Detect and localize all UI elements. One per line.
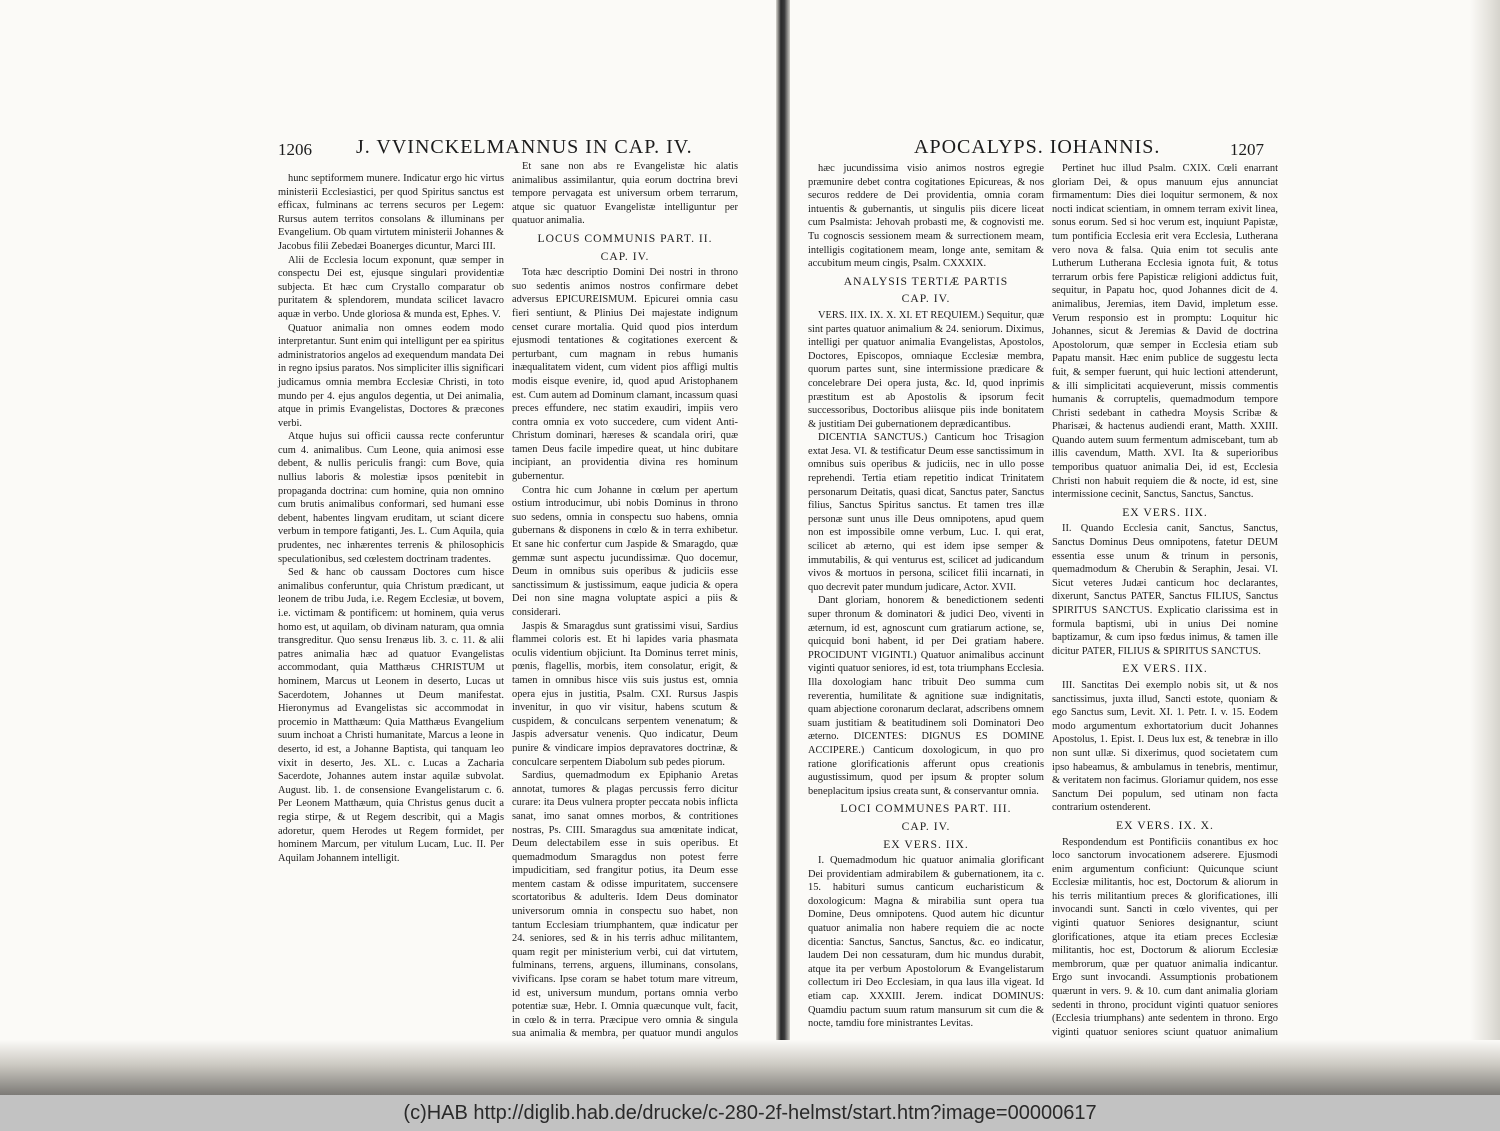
- paragraph: Tota hæc descriptio Domini Dei nostri in throno suo sedentis animos nostros confirmare debet adversus EPICUREISMUM. Epicurei omnia casu fieri sentiunt, & Plinius Dei majestate indignum censet curare mortalia. Quid quod pios interdum ejusmodi tentationes & cogitationes exercent & perturbant, cum magnam in rebus humanis inæqualitatem vident, cum vident pios affligi multis modis eisque evenire, id, quod apud Aristophanem est. Cum autem ad Dominum clamant, incassum quasi preces effundere, nec statim exaudiri, impiis vero contra omnia ex voto succedere, cum vident Anti-Christum dominari, hæreses & scandala oriri, quæ tamen Deus facile impedire queat, ut hinc dubitare incipiant, an providentia divina res hominum gubernentur.: [512, 267, 738, 483]
- section-heading: LOCUS COMMUNIS PART. II.: [537, 231, 713, 245]
- section-heading: CAP. IV.: [901, 819, 951, 833]
- right-running-head: APOCALYPS. IOHANNIS.: [914, 136, 1161, 158]
- paragraph: Pertinet huc illud Psalm. CXIX. Cœli enarrant gloriam Dei, & opus manuum ejus annunciat firmamentum: Dies diei loquitur sermonem, & nox nocti indicat scientiam, in omnem terram exivit linea, sonus eorum. Sed si hoc verum est, inquiunt Papistæ, tum pontificia Ecclesia erit vera Ecclesia, Lutherana vero nova & falsa. Quia enim tot seculis ante Lutherum Lutherana Ecclesia ignota fuit, & totus terrarum orbis fere Papisticæ religioni addictus fuit, sequitur, in Papatu hoc, quod Johannes dicit de 4. animalibus, Jeremias, item David, impletum esse. Verum responsio est in promptu: Loquitur hic Johannes, sicut & Jeremias & David de doctrina Apostolorum, quæ semper in Ecclesia etiam sub Papatu mansit. Hæc enim publice de suggestu lecta fuit, & semper fuerunt, qui huic lectioni attenderunt, & illi simplicitati acquieverunt, missis commentis humanis & corruptelis, quemadmodum tempore Christi sedebant in cathedra Moysis Scribæ & Pharisæi, & hactenus audiendi erant, Matth. XXIII. Quando autem suum fermentum admiscebant, tum ab illis cavendum, Matth. XVI. Ita & superioribus temporibus quatuor animalia Dei, id est, Ecclesia Christi non habuit requiem die & nocte, id est, sine intermissione cecinit, Sanctus, Sanctus, Sanctus.: [1052, 163, 1278, 501]
- paragraph: Sardius, quemadmodum ex Epiphanio Aretas annotat, tumores & plagas percussis ferro dicitur curare: ita Deus vulnera propter peccata nobis inflicta sanat, imo sanat omnes morbos, & contritiones nostras, Ps. CIII. Smaragdus sua amœnitate indicat, Deum delectabilem esse in suis operibus. Et quemadmodum Smaragdus non potest ferre impudicitiam, sed frangitur potius, ita Deum esse mentem castam & odisse impuritatem, succensere scortatoribus & adulteris. Idem Deus dominator universorum omnia in conspectu suo habet, non tantum Ecclesiam triumphantem, quæ indicatur per 24. seniores, sed & in his terris adhuc militantem, quam regit per ministerium verbi, cui dat virtutem, fulminans, terrens, arguens, illuminans, consolans, vivificans. Ipse coram se habet totum mare vitreum, id est, universum mundum, portans omnia verbo potentiæ suæ, Hebr. I. Omnia quæcunque vult, facit, in cœlo & in terra. Præcipue vero omnia & singula sua animalia & membra, per quatuor mundi angulos: [512, 770, 738, 1040]
- section-heading: CAP. IV.: [901, 292, 951, 306]
- right-column-2: [1052, 162, 1278, 1038]
- source-attribution: (c)HAB http://diglib.hab.de/drucke/c-280-2f-helmst/start.htm?image=00000617: [0, 1095, 1500, 1131]
- right-page: [790, 0, 1500, 1095]
- paragraph: Quatuor animalia non omnes eodem modo interpretantur. Sunt enim qui intelligunt per ea spiritus administratorios angelos ad exequendum mandata Dei in regno ipsius paratos. Nos simpliciter illis significari judicamus omnia membra Ecclesiæ Christi, in toto mundo per 4. ejus angulos degentia, ut Dei animalia, atque in primis Evangelistas, Doctores & præcones verbi.: [278, 322, 504, 429]
- scan-bottom-edge: [0, 1040, 1500, 1095]
- paragraph: Jaspis & Smaragdus sunt gratissimi visui, Sardius flammei coloris est. Et hi lapides varia phasmata oculis videntium objiciunt. Ita Dominus terret minis, pœnis, flagellis, morbis, item consolatur, erigit, & tamen in omnibus hisce viis suis justus est, omnia opera ejus in justitia, Psalm. CXI. Rursus Jaspis invenitur, in quo vir visitur, habens scutum & cuspidem, & conculcans serpentem venenatum; & Jaspis adversatur venenis. Quo indicatur, Deum punire & vindicare impios depravatores doctrinæ, & conculcare serpentem Diabolum sub pedes piorum.: [512, 620, 738, 768]
- paragraph: Contra hic cum Johanne in cœlum per apertum ostium introducimur, ubi nobis Dominus in throno suo sedens, omnia in conspectu suo habens, omnia gubernans & disponens in cœlo & in terra exhibetur. Et sane hic confertur cum Jaspide & Smaragdo, quæ gemmæ sunt aspectu jucundissimæ. Quo docemur, Deum in omnibus suis operibus & judiciis esse sanctissimum & justissimum, eaque judicia & opera Dei non sine magna voluptate aspici a piis & considerari.: [512, 484, 738, 618]
- left-column-1: [278, 172, 504, 984]
- book-gutter: [776, 0, 790, 1095]
- section-heading: LOCI COMMUNES PART. III.: [840, 802, 1012, 816]
- paragraph: Alii de Ecclesia locum exponunt, quæ semper in conspectu Dei est, ejusque singulari providentiæ subjecta. Et hæc cum Crystallo comparatur ob puritatem & splendorem, mundata scilicet lavacro aquæ in verbo. Unde gloriosa & munda est, Ephes. V.: [278, 254, 504, 320]
- paragraph: hunc septiformem munere. Indicatur ergo hic virtus ministerii Ecclesiastici, per quod Spiritus sanctus est efficax, fulminans ac terrens securos per Legem: Rursus autem territos consolans & illuminans per Evangelium. Ob quam virtutem ministerii Johannes & Jacobus filii Zebedæi Boanerges dicuntur, Marci III.: [278, 173, 504, 252]
- left-column-2: [512, 160, 738, 1040]
- left-page-number: 1206: [278, 140, 312, 159]
- paragraph: III. Sanctitas Dei exemplo nobis sit, ut & nos sanctissimus, juxta illud, Sancti estote, quoniam & ego Sanctus sum, Levit. XI. 1. Petr. I. v. 15. Eodem modo argumentum exhortatorium ducit Johannes Apostolus, 1. Epist. I. Deus lux est, & tenebræ in illo non sunt ullæ. Si dixerimus, quod societatem cum ipso habeamus, & ambulamus in tenebris, mentimur, & veritatem non facimus. Gloriamur quidem, nos esse Sanctum Dei populum, sed utinam non facta contrarium ostenderent.: [1052, 679, 1278, 814]
- section-heading: EX VERS. IIX.: [1122, 662, 1208, 676]
- paragraph: DICENTIA SANCTUS.) Canticum hoc Trisagion extat Jesa. VI. & testificatur Deum esse sanctissimum in omnibus suis operibus & judiciis, nec in ullo posse reprehendi. Tertia etiam repetitio indicat Trinitatem personarum Deitatis, quasi dicat, Sanctus pater, Sanctus filius, Sanctus Spiritus sanctus. Et tamen tres illæ personæ sunt unus ille Deus omnipotens, apud quem non est impossibile omne verbum, Luc. I. qui erat, scilicet ab æterno, qui est idem ipse semper & immutabilis, & qui venturus est, scilicet ad judicandum vivos & mortuos in persona, scilicet filii incarnati, in quo decrevit pater mundum judicare, Actor. XVII.: [808, 432, 1044, 593]
- page-edge-shadow: [1470, 0, 1500, 1095]
- paragraph: II. Quando Ecclesia canit, Sanctus, Sanctus, Sanctus Dominus Deus omnipotens, fatetur DEUM essentia esse unum & trinum in personis, quemadmodum & Cherubin & Seraphin, Jesai. VI. Sicut veteres Judæi canticum hoc declarantes, dixerunt, Sanctus PATER, Sanctus FILIUS, Sanctus SPIRITUS SANCTUS. Explicatio clarissima est in formula baptismi, ubi in unius Dei nomine baptizamur, & cum ipso fœdus inimus, & tamen ille dicitur PATER, FILIUS & SPIRITUS SANCTUS.: [1052, 523, 1278, 657]
- left-running-head: J. VVINCKELMANNUS IN CAP. IV.: [356, 136, 693, 158]
- right-column-1: [808, 162, 1044, 1030]
- paragraph: Sed & hanc ob caussam Doctores cum hisce animalibus conferuntur, quia Christum prædicant, ut leonem de tribu Juda, i.e. Regem Ecclesiæ, ut bovem, i.e. victimam & pontificem: ut hominem, quia verus homo est, ut aquilam, ob divinam naturam, qua omnia transgreditur. Quo sensu Irenæus lib. 3. c. 11. & alii patres animalia hæc ad quatuor Evangelistas accommodant, quia Matthæus CHRISTUM ut hominem, Marcus ut Leonem in deserto, Lucas ut Sacerdotem, Johannes ut Deum manifestat. Hieronymus ad Evangelistas sic accommodat in procemio in Matthæum: Quia Matthæus Evangelium suum inchoat a Christi humanitate, Marcus a leone in deserto, id est, a Johanne Baptista, qui tanquam leo vixit in deserto, Jes. XL. c. Lucas a Zacharia Sacerdote, Johannes autem instar aquilæ subvolat. August. lib. 1. de consensione Evangelistarum c. 6. Per Leonem Matthæum, quia Christus genus ducit a regia stirpe, & ut Regem describit, qui a Magis adoretur, quem Herodes ut Regem formidet, per hominem Marcum, per vitulum Lucam, Luc. II. Per Aquilam Johannem intelligit.: [278, 567, 504, 864]
- paragraph: Atque hujus sui officii caussa recte conferuntur cum 4. animalibus. Cum Leone, quia animosi esse debent, & nullis periculis frangi: cum Bove, quia nullius laboris & molestiæ ipsos pœnitebit in propaganda doctrina: cum homine, quia non omnino cum brutis animalibus conformari, sed humani esse debent, habentes lingvam eruditam, ut sciant dicere verbum in tempore fatiganti, Jes. L. Cum Aquila, quia prudentes, nec inhærentes terrenis & philosophicis speculationibus, sed cœlestem doctrinam tradentes.: [278, 431, 504, 565]
- section-heading: CAP. IV.: [600, 249, 650, 263]
- paragraph: VERS. IIX. IX. X. XI. ET REQUIEM.) Sequitur, quæ sint partes quatuor animalium & 24. seniorum. Diximus, intelligi per quatuor animalia Evangelistas, Apostolos, Doctores, Episcopos, omniaque Ecclesiæ membra, quorum partes sunt, sine intermissione prædicare & concelebrare Dei opera justa, &c. Id, quod inprimis præstitum est ab Apostolis & ipsorum fecit successoribus, Doctoribus aliisque piis inde bonitatem & justitiam Dei gubernationem deprædicantibus.: [808, 309, 1044, 430]
- paragraph: Et sane non abs re Evangelistæ hic alatis animalibus assimilantur, quia eorum doctrina brevi tempore pervagata est universum orbem terrarum, atque sic quatuor Evangelistæ intelliguntur per quatuor animalia.: [512, 161, 738, 227]
- paragraph: I. Quemadmodum hic quatuor animalia glorificant Dei providentiam admirabilem & gubernationem, ita c. 15. habituri sumus canticum eucharisticum & doxologicum: Magna & mirabilia sunt opera tua Domine, Deus omnipotens. Quod autem hic dicuntur quatuor animalia non habere requiem die ac nocte dicentia: Sanctus, Sanctus, Sanctus, &c. eo indicatur, laudem Dei non cessaturam, dum hic mundus durabit, atque ita per verbum Apostolorum & Evangelistarum collectum iri Deo Ecclesiam, in qua laus illa vigeat. Id etiam cap. XXXIII. Jerem. indicat DOMINUS: Quamdiu pactum suum ratum mansurum sit cum die & nocte, tamdiu fore ministrantes Levitas.: [808, 855, 1044, 1030]
- section-heading: ANALYSIS TERTIÆ PARTIS: [843, 274, 1009, 288]
- section-heading: EX VERS. IIX.: [883, 837, 969, 851]
- right-page-number: 1207: [1230, 140, 1264, 159]
- paragraph: Respondendum est Pontificiis conantibus ex hoc loco sanctorum invocationem adserere. Ejusmodi enim argumentum conficiunt: Quicunque sciunt Ecclesiæ militantis, hoc est, Doctorum & aliorum in his terris militantium preces & glorificationes, illi invocandi sunt. Sancti in cœlo viventes, qui per viginti quatuor Seniores designantur, sciunt glorificationes, atque ita etiam preces Ecclesiæ militantis, hoc est, Doctorum & aliorum Ecclesiæ membrorum, quæ per quatuor animalia indicantur. Ergo sunt invocandi. Assumptionis probationem quærunt in vers. 9. & 10. cum dant animalia gloriam sedenti in throno, procidunt viginti quatuor seniores (Ecclesia triumphans) ante sedentem in throno. Ergo viginti quatuor seniores sciunt quatuor animalium: [1052, 836, 1278, 1038]
- paragraph: hæc jucundissima visio animos nostros egregie præmunire debet contra cogitationes Epicureas, & nos securos reddere de Dei providentia, omnia coram intuentis & gubernantis, ut singulis piis dicere liceat cum Psalmista: Jehovah probasti me, & cognovisti me. Tu cognoscis sessionem meam & surrectionem meam, intelligis cogitationem meam, longe ante, semitam & accubitum meum cingis, Psalm. CXXXIX.: [808, 163, 1044, 270]
- paragraph: Dant gloriam, honorem & benedictionem sedenti super thronum & dominatori & judici Deo, viventi in æternum, id est, agnoscunt cum gratiarum actione, se, quicquid boni habent, id per Dei gratiam habere. PROCIDUNT VIGINTI.) Quatuor animalibus accinunt viginti quatuor seniores, id est, tota triumphans Ecclesia. Illa doxologiam hanc tribuit Deo summa cum reverentia, humilitate & agnitione suæ indignitatis, quam abjectione coronarum declarat, adscribens omnem suam justitiam & beatitudinem soli Dominatori Deo æterno. DICENTES: DIGNUS ES DOMINE ACCIPERE.) Canticum doxologicum, in quo pro ratione glorificationis afferunt opus creationis augustissimum, quod per ipsum & propter solum beneplacitum ipsius creata sunt, & conservantur omnia.: [808, 595, 1044, 797]
- section-heading: EX VERS. IX. X.: [1116, 818, 1214, 832]
- section-heading: EX VERS. IIX.: [1122, 505, 1208, 519]
